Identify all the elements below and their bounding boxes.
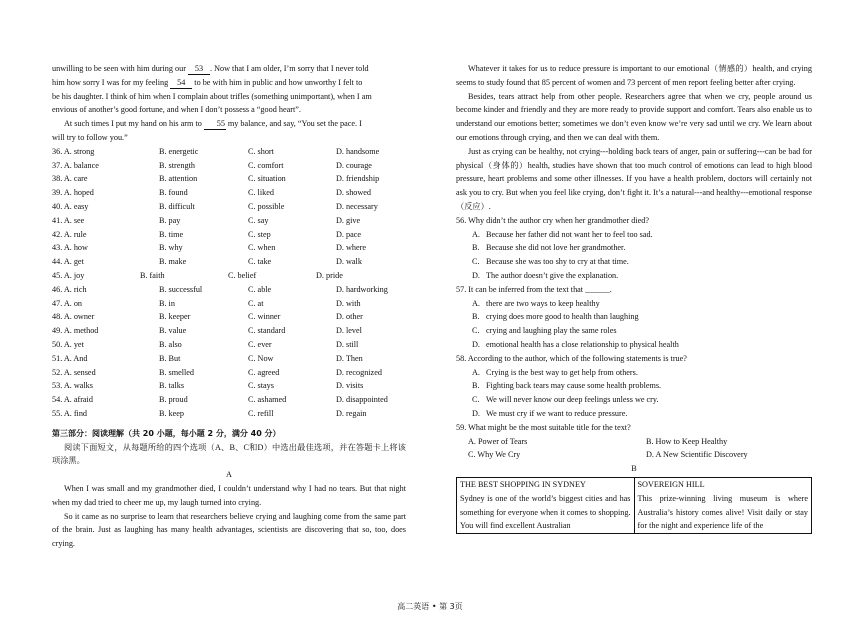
answer-option: D. We must cry if we want to reduce pressure.: [472, 408, 628, 418]
option-row: 52. A. sensed B. smelled C. agreed D. recognized: [52, 367, 382, 377]
option-row: 43. A. how B. why C. when D. where: [52, 243, 367, 253]
box-text: Sydney is one of the world’s biggest cities and has something for everyone when it comes to shopping. You will find excellent Australian: [460, 493, 631, 531]
question-58: [456, 352, 812, 421]
passage-label-b: B: [631, 464, 637, 474]
answer-option-row: [456, 435, 812, 449]
passage-paragraph: So it came as no surprise to learn that researchers believe crying and laughing come from the same part of the brain. Just as laughing has many health advantages, scientists are discovering that so, too, does crying.: [52, 511, 406, 549]
option-row: 44. A. get B. make C. take D. walk: [52, 257, 362, 267]
answer-option: B. Because she did not love her grandmother.: [472, 243, 626, 253]
option-row: 42. A. rule B. time C. step D. pace: [52, 229, 362, 239]
option-row: 37. A. balance B. strength C. comfort D. courage: [52, 160, 372, 170]
cloze-line: be his daughter. I think of him when I complain about trifles (something unimportant), when I am: [52, 91, 372, 101]
question-stem: 57. It can be inferred from the text that ______.: [456, 284, 612, 294]
answer-option: C. We will never know our deep feelings unless we cry.: [472, 395, 659, 405]
option-row: 36. A. strong B. energetic C. short D. handsome: [52, 146, 380, 156]
answer-option-row: [456, 448, 812, 462]
box-text: This prize-winning living museum is where Australia’s history comes alive! Visit daily or stay for the night and experience life of the: [637, 493, 808, 531]
section-title: 第三部分：阅读理解（共 20 小题，每小题 2 分，满分 40 分）: [52, 428, 281, 438]
answer-option: C. Why We Cry: [468, 450, 521, 460]
question-stem: 58. According to the author, which of the following statements is true?: [456, 353, 687, 363]
option-row: 55. A. find B. keep C. refill D. regain: [52, 408, 367, 418]
box-title: THE BEST SHOPPING IN SYDNEY: [460, 479, 586, 489]
option-row: 38. A. care B. attention C. situation D. friendship: [52, 174, 380, 184]
passage-paragraph: Just as crying can be healthy, not crying---holding back tears of anger, pain or suffering---can be bad for physical（身体的）health, studies have shown that too much control of emotions can lead to high blood pressure, heart problems and some other illnesses. If you have a health problem, doctors will certainly not ask you to cry. But when you feel like crying, don’t fight it. It’s a natural---and healthy---emotional response（反应）.: [456, 146, 812, 211]
question-stem: 56. Why didn’t the author cry when her grandmother died?: [456, 215, 649, 225]
answer-option: B. How to Keep Healthy: [646, 436, 728, 446]
option-row: 50. A. yet B. also C. ever D. still: [52, 339, 359, 349]
box-title: SOVEREIGN HILL: [637, 479, 705, 489]
option-row: 49. A. method B. value C. standard D. level: [52, 326, 362, 336]
blank-55: 55: [204, 119, 226, 130]
option-row: 47. A. on B. in C. at D. with: [52, 298, 361, 308]
cloze-line: envious of another’s good fortune, and when I don’t possess a “good heart”.: [52, 105, 301, 115]
question-56: [456, 214, 812, 283]
question-stem: 59. What might be the most suitable title for the text?: [456, 422, 631, 432]
blank-54: 54: [170, 78, 192, 89]
option-row: 45. A. joy B. faith C. belief D. pride: [52, 270, 343, 280]
option-row: 40. A. easy B. difficult C. possible D. necessary: [52, 201, 378, 211]
question-57: [456, 283, 812, 352]
cloze-line: At such times I put my hand on his arm to 55 my balance, and say, “You set the pace. I: [64, 119, 362, 129]
question-59: [456, 421, 812, 462]
option-row: 48. A. owner B. keeper C. winner D. other: [52, 312, 363, 322]
answer-option: A. Because her father did not want her to feel too sad.: [472, 229, 653, 239]
left-column: [52, 62, 406, 551]
option-row: 39. A. hoped B. found C. liked D. showed: [52, 188, 372, 198]
box-sydney-shopping: [457, 477, 635, 533]
cloze-line: will try to follow you.”: [52, 132, 128, 142]
option-row: 54. A. afraid B. proud C. ashamed D. disappointed: [52, 395, 388, 405]
answer-option: C. Because she was too shy to cry at that time.: [472, 257, 629, 267]
box-sovereign-hill: [634, 477, 812, 533]
passage-label-a: A: [226, 470, 232, 480]
passage-paragraph: Besides, tears attract help from other people. Researchers agree that when we cry, people around us become kinder and friendly and they are more ready to provide support and comfort. Tears also enable us to understand our emotions better; sometimes we don’t even know we’re very sad until we cry. We learn about our emotions through crying, and then we can deal with them.: [456, 91, 812, 142]
page-footer: 高二英语 • 第 3页: [397, 602, 463, 611]
passage-b-table: [456, 477, 812, 534]
answer-option: D. A New Scientific Discovery: [646, 450, 748, 460]
option-row: 41. A. see B. pay C. say D. give: [52, 215, 361, 225]
option-row: 53. A. walks B. talks C. stays D. visits: [52, 381, 364, 391]
answer-option: C. crying and laughing play the same roles: [472, 326, 617, 336]
option-row: 51. A. And B. But C. Now D. Then: [52, 353, 363, 363]
answer-option: B. crying does more good to health than laughing: [472, 312, 639, 322]
answer-option: B. Fighting back tears may cause some health problems.: [472, 381, 662, 391]
answer-option: D. emotional health has a close relationship to physical health: [472, 339, 679, 349]
answer-option: A. Crying is the best way to get help from others.: [472, 367, 638, 377]
cloze-options: [52, 145, 406, 421]
passage-paragraph: When I was small and my grandmother died, I couldn’t understand why I had no tears. But that night when my dad tried to cheer me up, my laugh turned into crying.: [52, 483, 406, 507]
section-instructions: 阅读下面短文，从每题所给的四个选项（A、B、C和D）中选出最佳选项，并在答题卡上将该项涂黑。: [52, 442, 406, 466]
blank-53: 53: [188, 64, 210, 75]
answer-option: D. The author doesn’t give the explanation.: [472, 270, 619, 280]
cloze-passage-end: [52, 62, 406, 145]
cloze-line: him how sorry I was for my feeling 54 to be with him in public and how unworthy I felt to: [52, 77, 363, 87]
answer-option: A. there are two ways to keep healthy: [472, 298, 600, 308]
cloze-line: unwilling to be seen with him during our 53 . Now that I am older, I’m sorry that I never told: [52, 64, 369, 73]
passage-paragraph: Whatever it takes for us to reduce pressure is important to our emotional（情感的）health, and crying seems to study found that 85 percent of women and 73 percent of men report feeling better after crying.: [456, 64, 812, 87]
answer-option: A. Power of Tears: [468, 436, 528, 446]
option-row: 46. A. rich B. successful C. able D. hardworking: [52, 284, 388, 294]
right-column: [456, 62, 812, 534]
